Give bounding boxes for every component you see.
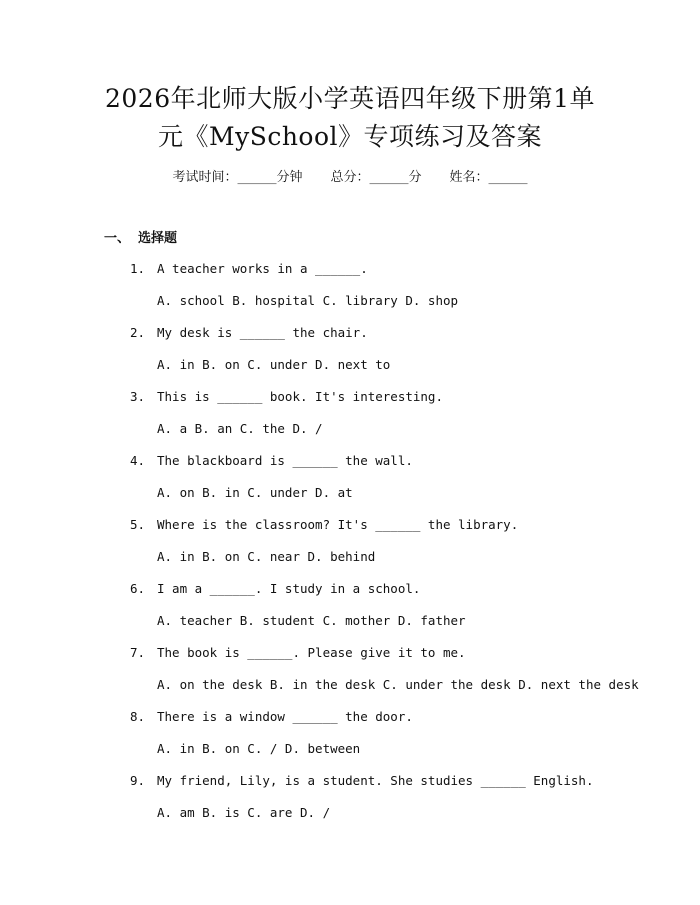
- exam-name-field: 姓名：______: [449, 170, 528, 185]
- question-options: A. on the desk B. in the desk C. under the desk D. next the desk: [157, 677, 639, 692]
- question-options: A. a B. an C. the D. /: [157, 421, 323, 436]
- question-text: There is a window ______ the door.: [157, 709, 413, 724]
- question-options: A. on B. in C. under D. at: [157, 485, 353, 500]
- question-text: My desk is ______ the chair.: [157, 325, 368, 340]
- question-options: A. in B. on C. under D. next to: [157, 357, 391, 372]
- question-item: [130, 259, 690, 323]
- question-item: [130, 387, 690, 451]
- exam-info: [0, 168, 700, 188]
- section-heading: [104, 229, 177, 249]
- question-number: 3.: [130, 389, 146, 404]
- title-line-1: 2026年北师大版小学英语四年级下册第1单: [104, 84, 596, 113]
- question-item: [130, 579, 690, 643]
- question-item: [130, 771, 690, 835]
- question-number: 1.: [130, 261, 146, 276]
- question-item: [130, 451, 690, 515]
- document-title: [60, 80, 640, 156]
- section-number: 一、: [104, 231, 131, 246]
- question-number: 8.: [130, 709, 146, 724]
- question-item: [130, 643, 690, 707]
- question-number: 7.: [130, 645, 146, 660]
- question-text: I am a ______. I study in a school.: [157, 581, 421, 596]
- question-text: This is ______ book. It's interesting.: [157, 389, 443, 404]
- question-options: A. in B. on C. near D. behind: [157, 549, 376, 564]
- question-number: 9.: [130, 773, 146, 788]
- question-number: 2.: [130, 325, 146, 340]
- title-line-2: 元《MySchool》专项练习及答案: [157, 122, 543, 151]
- question-text: A teacher works in a ______.: [157, 261, 368, 276]
- question-number: 5.: [130, 517, 146, 532]
- question-text: The book is ______. Please give it to me.: [157, 645, 466, 660]
- question-text: The blackboard is ______ the wall.: [157, 453, 413, 468]
- question-item: [130, 515, 690, 579]
- exam-score-field: 总分：______分: [330, 170, 422, 185]
- section-title: 选择题: [138, 231, 178, 246]
- question-options: A. school B. hospital C. library D. shop: [157, 293, 459, 308]
- question-number: 4.: [130, 453, 146, 468]
- question-list: [130, 259, 690, 835]
- question-number: 6.: [130, 581, 146, 596]
- question-options: A. in B. on C. / D. between: [157, 741, 361, 756]
- question-options: A. am B. is C. are D. /: [157, 805, 331, 820]
- question-item: [130, 707, 690, 771]
- exam-time-field: 考试时间：______分钟: [172, 170, 303, 185]
- question-item: [130, 323, 690, 387]
- question-options: A. teacher B. student C. mother D. father: [157, 613, 466, 628]
- question-text: My friend, Lily, is a student. She studies ______ English.: [157, 773, 594, 788]
- question-text: Where is the classroom? It's ______ the library.: [157, 517, 519, 532]
